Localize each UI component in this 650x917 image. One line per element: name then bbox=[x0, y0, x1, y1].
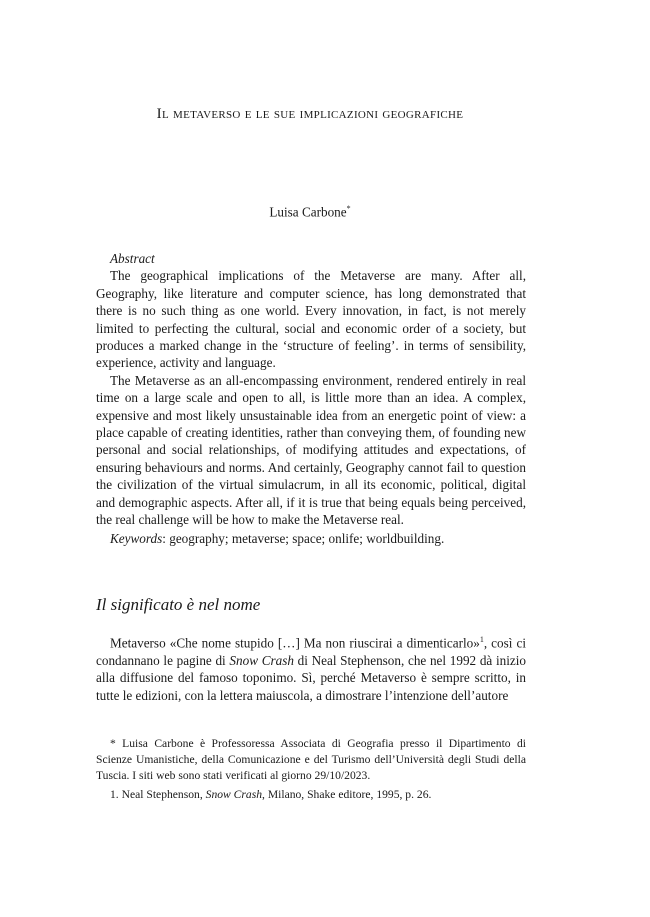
body-text-part-2: , così ci condannano le pagine di bbox=[96, 635, 526, 668]
footnote-author: * Luisa Carbone è Professoressa Associata di Geografia presso il Dipartimento di Scienze Umanistiche, della Comunicazione e del Turismo dell’Università degli Studi della Tuscia. I siti web sono stati verificati al giorno 29/10/2023. bbox=[96, 737, 526, 782]
title-initial: I bbox=[156, 106, 162, 122]
footnote-1-prefix: 1. Neal Stephenson, bbox=[110, 788, 206, 801]
footnotes bbox=[96, 736, 526, 803]
keywords-values: : geography; metaverse; space; onlife; worldbuilding. bbox=[162, 531, 445, 546]
section-heading: Il significato è nel nome bbox=[96, 595, 261, 614]
footnote-1-suffix: , Milano, Shake editore, 1995, p. 26. bbox=[262, 788, 432, 801]
footnote-1-title: Snow Crash bbox=[205, 788, 263, 801]
book-title: Snow Crash bbox=[229, 652, 294, 668]
author-name: Luisa Carbone bbox=[269, 204, 347, 220]
abstract-label: Abstract bbox=[110, 251, 155, 266]
author-footnote-marker: * bbox=[346, 204, 351, 213]
abstract-section bbox=[96, 250, 526, 529]
title-rest: l metaverso e le sue implicazioni geografiche bbox=[161, 106, 464, 122]
paper-title bbox=[90, 106, 530, 123]
abstract-paragraph-2: The Metaverse as an all-encompassing environment, rendered entirely in real time on a large scale and open to all, is little more than an idea. A complex, expensive and most likely unsustainable idea from an energetic point of view: a place capable of creating identities, rather than conveying them, of founding new personal and social relationships, of modifying attitudes and expectations, of ensuring behaviours and norms. And certainly, Geography cannot fail to question the civilization of the virtual simulacrum, in all its economic, political, digital and demographic aspects. After all, if it is true that being equals being perceived, the real challenge will be how to make the Metaverse real. bbox=[96, 372, 526, 528]
keywords-line bbox=[96, 530, 526, 547]
keywords-label: Keywords bbox=[110, 531, 163, 546]
abstract-paragraph-1: The geographical implications of the Metaverse are many. After all, Geography, like literature and computer science, has long demonstrated that there is no such thing as one world. Every innovation, in fact, is not merely limited to perfecting the cultural, social and economic order of a society, but produces a marked change in the ‘structure of feeling’. in terms of sensibility, experience, activity and language. bbox=[96, 268, 526, 371]
author-line bbox=[90, 204, 530, 220]
footnote-ref-1: 1 bbox=[479, 635, 484, 644]
footnote-1 bbox=[96, 787, 526, 803]
body-text-part-1: Metaverso «Che nome stupido […] Ma non riuscirai a dimenticarlo» bbox=[110, 635, 480, 651]
body-text-part-3: di Neal Stephenson, che nel 1992 dà inizio alla diffusione del famoso toponimo. Sì, perché Metaverso è sempre scritto, in tutte le edizioni, con la lettera maiuscola, a dimostrare l’intenzione dell’autore bbox=[96, 652, 527, 703]
body-paragraph bbox=[96, 631, 526, 704]
